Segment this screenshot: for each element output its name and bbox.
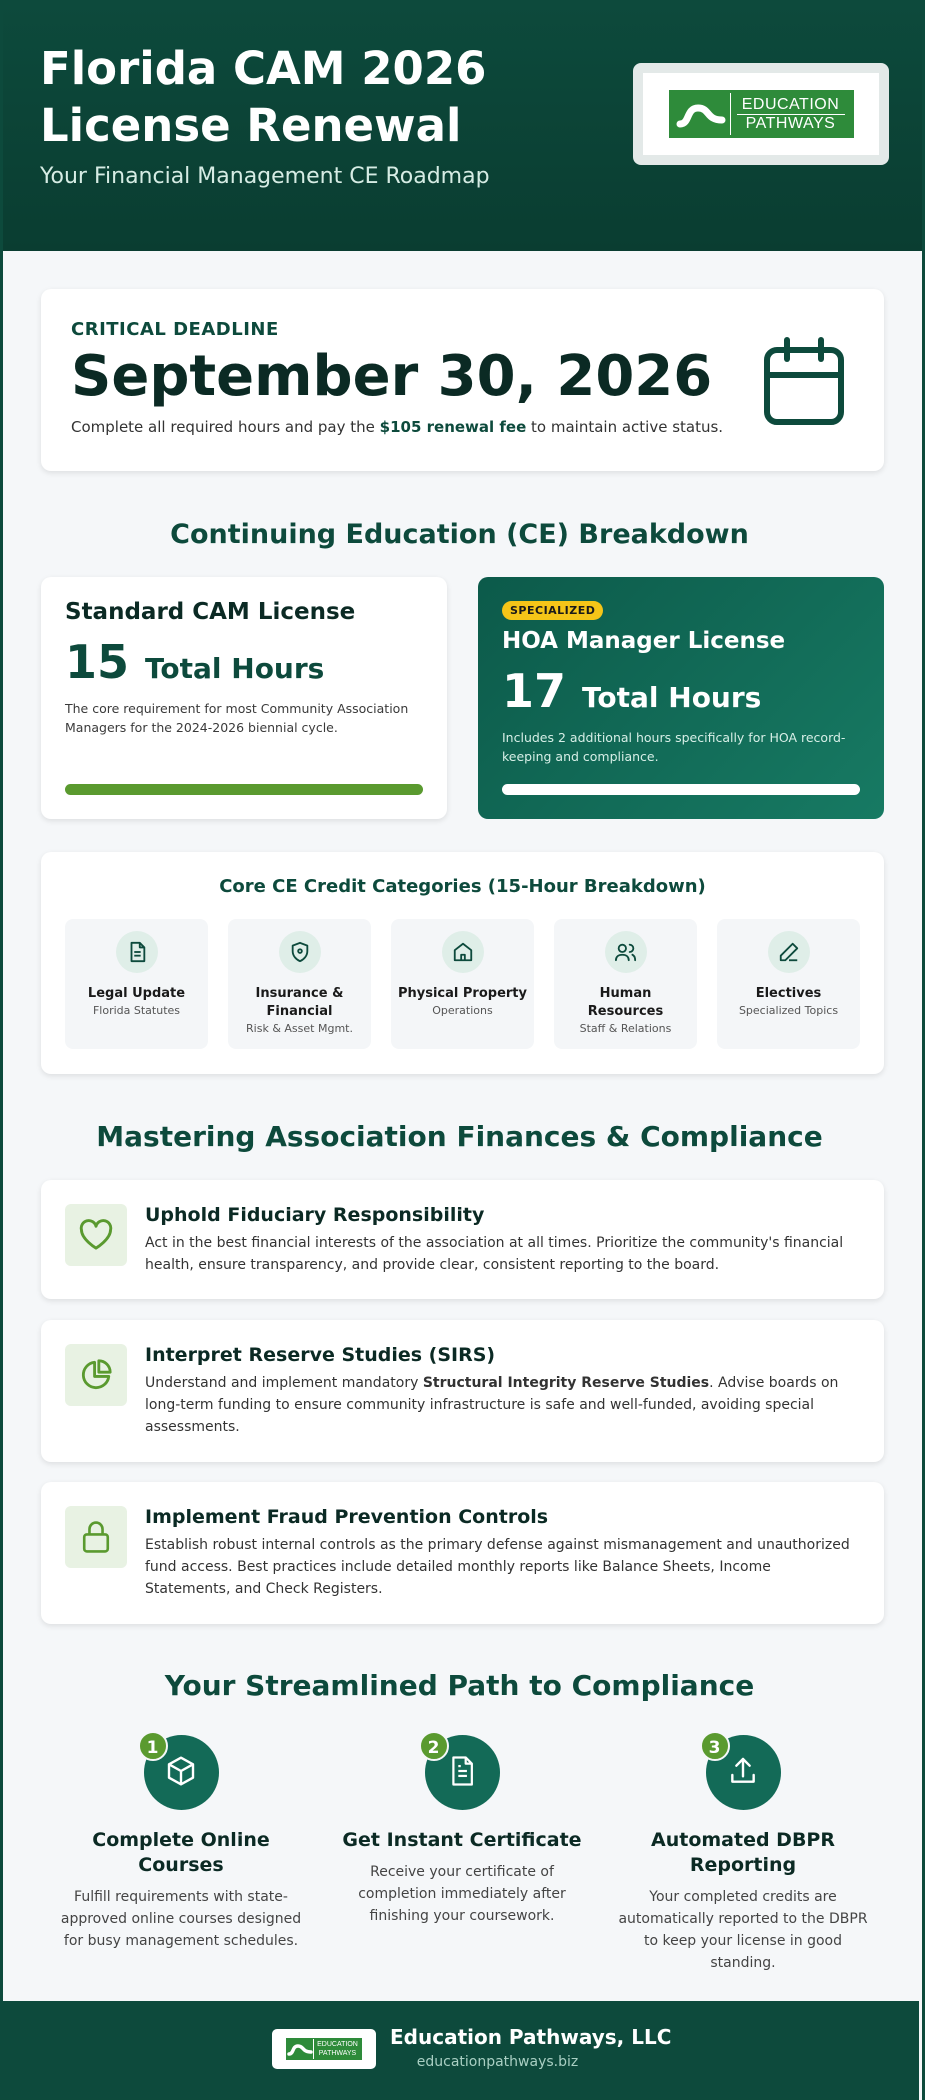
license-name: HOA Manager License xyxy=(502,628,786,654)
step-number: 2 xyxy=(419,1731,449,1761)
license-description: The core requirement for most Community Association Managers for the 2024-2026 biennial cycle. xyxy=(65,701,409,735)
license-hours-unit: Total Hours xyxy=(145,652,325,685)
brand-logo xyxy=(633,63,889,165)
step-complete-courses: 1 Complete Online Courses Fulfill requirements with state-approved online courses designed for busy management schedules. xyxy=(51,1735,311,1952)
box-icon xyxy=(165,1755,197,1791)
footer-logo: EDUCATION PATHWAYS xyxy=(272,2029,376,2069)
page-subtitle: Your Financial Management CE Roadmap xyxy=(40,164,490,189)
upload-icon xyxy=(727,1755,759,1791)
users-icon xyxy=(605,931,647,973)
logo-path-icon xyxy=(672,93,730,135)
pie-chart-icon xyxy=(65,1344,127,1406)
hero-header xyxy=(3,0,922,251)
ce-categories-card xyxy=(41,852,884,1074)
category-electives: Electives Specialized Topics xyxy=(717,919,860,1049)
principle-fraud-prevention: Implement Fraud Prevention Controls Establish robust internal controls as the primary defense against mismanagement and unauthorized fund access. Best practices include detailed monthly reports like Balance Sheets, Income Statements, and Check Registers. xyxy=(41,1482,884,1624)
step-number: 1 xyxy=(138,1731,168,1761)
license-hours: 17 xyxy=(502,664,567,718)
deadline-date: September 30, 2026 xyxy=(71,344,713,409)
house-icon xyxy=(442,931,484,973)
renewal-fee: $105 renewal fee xyxy=(379,418,527,436)
license-name: Standard CAM License xyxy=(65,599,356,625)
step-instant-certificate: 2 Get Instant Certificate Receive your certificate of completion immediately after finishing your coursework. xyxy=(332,1735,592,1927)
license-hours-unit: Total Hours xyxy=(582,681,762,714)
category-legal-update: Legal Update Florida Statutes xyxy=(65,919,208,1049)
license-hours: 15 xyxy=(65,635,130,689)
license-progress-bar xyxy=(65,784,423,795)
path-section-title: Your Streamlined Path to Compliance xyxy=(164,1669,755,1702)
license-description: Includes 2 additional hours specifically for HOA record-keeping and compliance. xyxy=(502,730,846,764)
shield-icon xyxy=(279,931,321,973)
logo-text-line2: PATHWAYS xyxy=(745,115,836,132)
footer-website-link[interactable]: educationpathways.biz xyxy=(416,2054,579,2070)
file-icon xyxy=(447,1755,477,1791)
step-dbpr-reporting: 3 Automated DBPR Reporting Your completed credits are automatically reported to the DBPR to keep your license in good standing. xyxy=(613,1735,873,1974)
finance-section-title: Mastering Association Finances & Compliance xyxy=(96,1120,823,1153)
hoa-license-card xyxy=(478,577,884,819)
document-icon xyxy=(116,931,158,973)
standard-license-card xyxy=(41,577,447,819)
step-number: 3 xyxy=(700,1731,730,1761)
deadline-label: CRITICAL DEADLINE xyxy=(71,319,279,340)
page-title: Florida CAM 2026 License Renewal xyxy=(40,42,487,152)
specialized-badge: SPECIALIZED xyxy=(502,601,603,620)
ce-section-title: Continuing Education (CE) Breakdown xyxy=(170,519,749,550)
page-footer xyxy=(0,2001,919,2100)
calendar-icon xyxy=(762,337,846,431)
license-progress-bar xyxy=(502,784,860,795)
category-physical-property: Physical Property Operations xyxy=(391,919,534,1049)
category-human-resources: Human Resources Staff & Relations xyxy=(554,919,697,1049)
deadline-card xyxy=(41,289,884,471)
category-insurance-financial: Insurance & Financial Risk & Asset Mgmt. xyxy=(228,919,371,1049)
heart-icon xyxy=(65,1204,127,1266)
categories-title: Core CE Credit Categories (15-Hour Breakdown) xyxy=(219,876,706,897)
principle-fiduciary: Uphold Fiduciary Responsibility Act in the best financial interests of the association at all times. Prioritize the community's financial health, ensure transparency, and provide clear, consistent reporting to the board. xyxy=(41,1180,884,1299)
principle-reserve-studies: Interpret Reserve Studies (SIRS) Understand and implement mandatory Structural Integrity Reserve Studies. Advise boards on long-term funding to ensure community infrastructure is safe and well-funded, avoiding special assessments. xyxy=(41,1320,884,1462)
deadline-note: Complete all required hours and pay the $105 renewal fee to maintain active status. xyxy=(71,418,724,436)
logo-text-line1: EDUCATION xyxy=(737,96,845,115)
pencil-icon xyxy=(768,931,810,973)
footer-company-name: Education Pathways, LLC xyxy=(390,2025,672,2049)
lock-icon xyxy=(65,1506,127,1568)
logo-path-icon xyxy=(287,2039,313,2059)
